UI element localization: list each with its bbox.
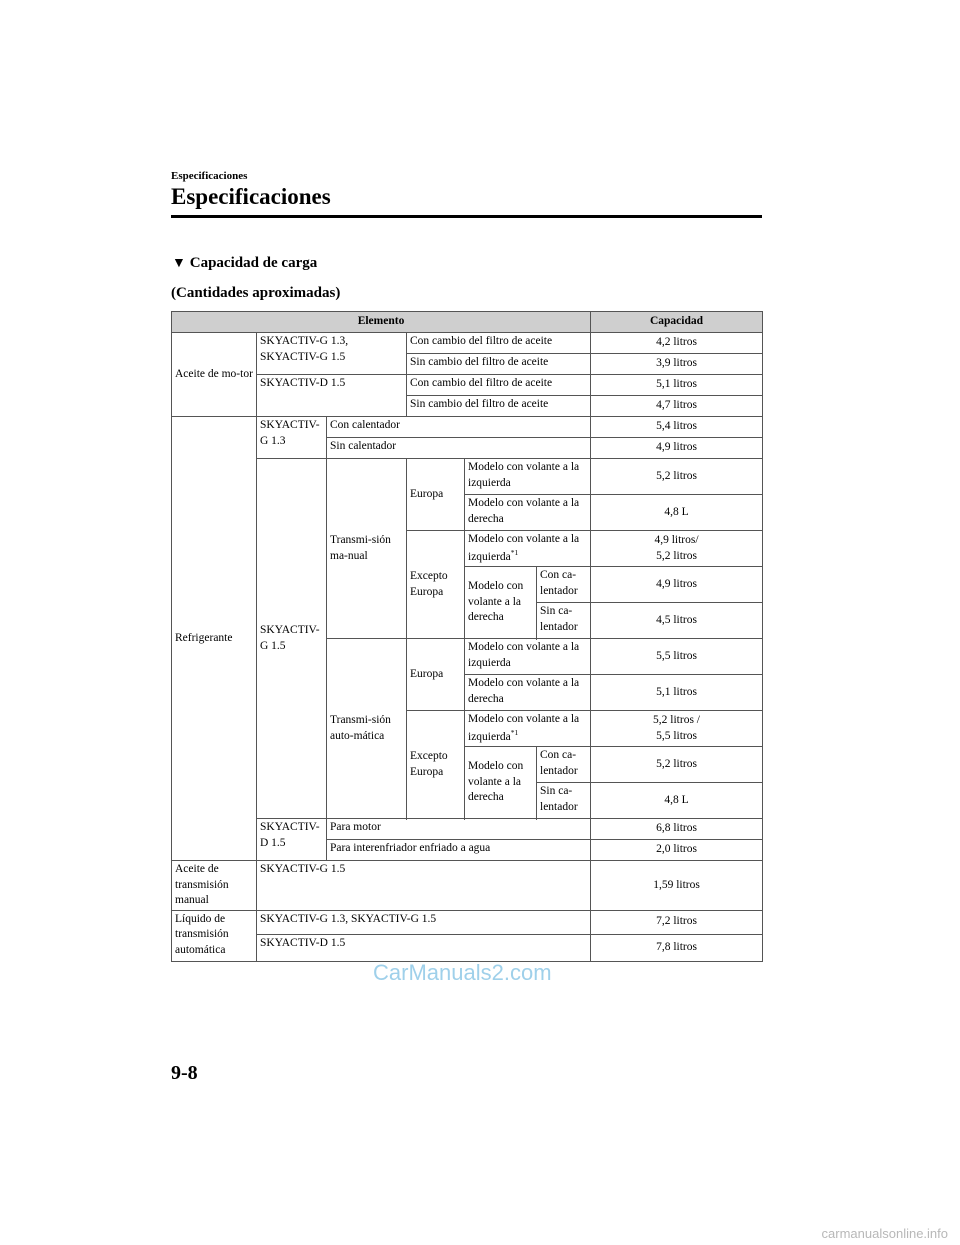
coolant-a-eu-lhd: Modelo con volante a la izquierda	[465, 639, 591, 675]
footnote-marker: *1	[510, 727, 519, 737]
coolant-m-ex-rhd-with: Con ca-lentador	[537, 567, 591, 603]
coolant-m-ex-lhd-text: Modelo con volante a la izquierda	[468, 533, 580, 563]
coolant-m-eu-rhd: Modelo con volante a la derecha	[465, 495, 591, 531]
coolant-a-europe: Europa	[407, 639, 465, 711]
oil-g-model: SKYACTIV-G 1.3, SKYACTIV-G 1.5	[257, 333, 407, 375]
coolant-auto-transmission: Transmi-sión auto-mática	[327, 639, 407, 819]
footnote-marker: *1	[510, 547, 519, 557]
oil-g-with-filter: Con cambio del filtro de aceite	[407, 333, 591, 354]
coolant-m-except-europe: Excepto Europa	[407, 531, 465, 639]
coolant-d15-intercooler-value: 2,0 litros	[591, 840, 763, 861]
coolant-a-ex-rhd-with-value: 5,2 litros	[591, 747, 763, 783]
coolant-a-except-europe: Excepto Europa	[407, 711, 465, 819]
value-line: 5,2 litros /	[653, 713, 700, 726]
oil-g-without-value: 3,9 litros	[591, 354, 763, 375]
coolant-label: Refrigerante	[172, 417, 257, 861]
table-row	[172, 459, 763, 495]
capacity-table	[171, 311, 763, 962]
atf-label: Líquido de transmisión automática	[172, 910, 257, 961]
oil-d-without-value: 4,7 litros	[591, 396, 763, 417]
coolant-a-ex-rhd-without: Sin ca-lentador	[537, 783, 591, 819]
coolant-d15-engine: Para motor	[327, 819, 591, 840]
table-row	[172, 333, 763, 354]
coolant-m-eu-lhd: Modelo con volante a la izquierda	[465, 459, 591, 495]
coolant-g13-without-heater: Sin calentador	[327, 438, 591, 459]
coolant-g13-with-heater: Con calentador	[327, 417, 591, 438]
coolant-manual-transmission: Transmi-sión ma-nual	[327, 459, 407, 639]
coolant-a-ex-rhd: Modelo con volante a la derecha	[465, 747, 537, 819]
coolant-a-eu-rhd-value: 5,1 litros	[591, 675, 763, 711]
footer-watermark: carmanualsonline.info	[821, 1226, 948, 1241]
coolant-a-ex-lhd-value	[591, 711, 763, 747]
title-divider	[171, 215, 762, 218]
value-line: 4,9 litros/	[654, 533, 699, 546]
value-line: 5,2 litros	[656, 549, 697, 562]
page-title: Especificaciones	[171, 184, 331, 209]
oil-d-with-value: 5,1 litros	[591, 375, 763, 396]
coolant-a-ex-lhd-text: Modelo con volante a la izquierda	[468, 713, 580, 743]
coolant-g13-without-value: 4,9 litros	[591, 438, 763, 459]
site-watermark: CarManuals2.com	[373, 960, 552, 985]
coolant-a-eu-rhd: Modelo con volante a la derecha	[465, 675, 591, 711]
atf-d-value: 7,8 litros	[591, 934, 763, 961]
table-header-row	[172, 312, 763, 333]
coolant-m-ex-rhd: Modelo con volante a la derecha	[465, 567, 537, 639]
mtf-value: 1,59 litros	[591, 861, 763, 911]
coolant-m-eu-lhd-value: 5,2 litros	[591, 459, 763, 495]
table-row	[172, 819, 763, 840]
coolant-m-ex-rhd-without: Sin ca-lentador	[537, 603, 591, 639]
oil-g-with-value: 4,2 litros	[591, 333, 763, 354]
atf-g-value: 7,2 litros	[591, 910, 763, 934]
oil-d-model: SKYACTIV-D 1.5	[257, 375, 407, 417]
triangle-down-icon: ▼	[172, 256, 186, 271]
running-header: Especificaciones	[171, 170, 248, 182]
coolant-a-ex-lhd	[465, 711, 591, 747]
table-row	[172, 417, 763, 438]
oil-d-with-filter: Con cambio del filtro de aceite	[407, 375, 591, 396]
oil-d-without-filter: Sin cambio del filtro de aceite	[407, 396, 591, 417]
oil-label: Aceite de mo-tor	[172, 333, 257, 417]
coolant-g13-model: SKYACTIV-G 1.3	[257, 417, 327, 459]
table-row	[172, 375, 763, 396]
coolant-g15-model: SKYACTIV-G 1.5	[257, 459, 327, 819]
oil-g-without-filter: Sin cambio del filtro de aceite	[407, 354, 591, 375]
subsection-heading: (Cantidades aproximadas)	[171, 285, 341, 301]
mtf-model: SKYACTIV-G 1.5	[257, 861, 591, 911]
table-row	[172, 861, 763, 911]
coolant-a-ex-rhd-with: Con ca-lentador	[537, 747, 591, 783]
coolant-m-ex-lhd	[465, 531, 591, 567]
section-heading	[172, 255, 317, 272]
coolant-m-europe: Europa	[407, 459, 465, 531]
coolant-g13-with-value: 5,4 litros	[591, 417, 763, 438]
coolant-m-ex-rhd-without-value: 4,5 litros	[591, 603, 763, 639]
coolant-d15-intercooler: Para interenfriador enfriado a agua	[327, 840, 591, 861]
page-number: 9-8	[171, 1062, 198, 1084]
mtf-label: Aceite de transmisión manual	[172, 861, 257, 911]
coolant-a-ex-rhd-without-value: 4,8 L	[591, 783, 763, 819]
coolant-m-ex-rhd-with-value: 4,9 litros	[591, 567, 763, 603]
coolant-m-ex-lhd-value	[591, 531, 763, 567]
coolant-d15-engine-value: 6,8 litros	[591, 819, 763, 840]
table-row	[172, 934, 763, 961]
atf-d-model: SKYACTIV-D 1.5	[257, 934, 591, 961]
table-row	[172, 910, 763, 934]
section-title-text: Capacidad de carga	[189, 255, 318, 271]
header-capacity: Capacidad	[591, 312, 763, 333]
coolant-d15-model: SKYACTIV-D 1.5	[257, 819, 327, 861]
coolant-a-eu-lhd-value: 5,5 litros	[591, 639, 763, 675]
header-element: Elemento	[172, 312, 591, 333]
coolant-m-eu-rhd-value: 4,8 L	[591, 495, 763, 531]
atf-g-model: SKYACTIV-G 1.3, SKYACTIV-G 1.5	[257, 910, 591, 934]
value-line: 5,5 litros	[656, 729, 697, 742]
